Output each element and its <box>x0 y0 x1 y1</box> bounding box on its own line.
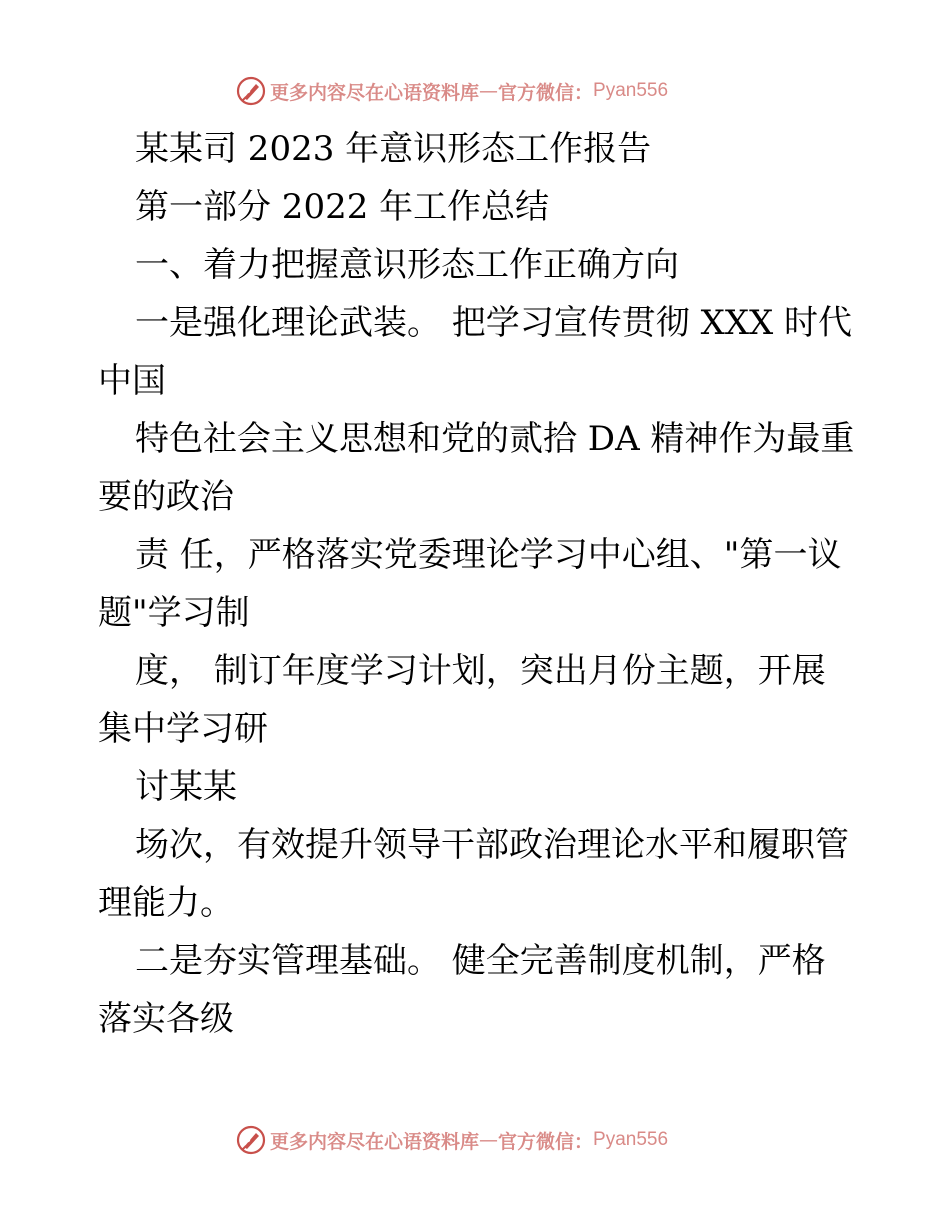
paragraph-line: 落实各级 <box>98 999 234 1039</box>
document-body <box>98 120 858 1048</box>
paragraph-line: 集中学习研 <box>98 709 268 749</box>
watermark-promo-text: 更多内容尽在心语资料库 <box>270 1130 480 1153</box>
watermark-wechat-id: Pyan556 <box>593 80 669 101</box>
section-heading: 第一部分 2022 年工作总结 <box>135 187 550 227</box>
watermark-wechat-label: 官方微信： <box>498 1130 594 1153</box>
watermark-wechat-label: 官方微信： <box>498 81 594 104</box>
paragraph-line: 中国 <box>98 361 166 401</box>
quill-logo-icon <box>236 1125 266 1155</box>
watermark-wechat-id: Pyan556 <box>593 1129 669 1150</box>
paragraph-line: 二是夯实管理基础。 健全完善制度机制，严格 <box>135 941 826 981</box>
watermark-separator: — <box>479 80 499 102</box>
paragraph-line: 讨某某 <box>135 767 237 807</box>
quill-logo-icon <box>236 76 266 106</box>
paragraph-line: 场次，有效提升领导干部政治理论水平和履职管 <box>135 825 849 865</box>
document-title: 某某司 2023 年意识形态工作报告 <box>135 129 652 169</box>
watermark-separator: — <box>479 1129 499 1151</box>
paragraph-line: 要的政治 <box>98 477 234 517</box>
paragraph-line: 一是强化理论武装。 把学习宣传贯彻 XXX 时代 <box>135 303 853 343</box>
header-watermark <box>236 73 716 109</box>
watermark-promo-text: 更多内容尽在心语资料库 <box>270 81 480 104</box>
footer-watermark <box>236 1122 716 1158</box>
paragraph-line: 度， 制订年度学习计划，突出月份主题，开展 <box>135 651 826 691</box>
paragraph-line: 责 任，严格落实党委理论学习中心组、"第一议 <box>135 535 842 575</box>
paragraph-line: 特色社会主义思想和党的贰拾 DA 精神作为最重 <box>135 419 855 459</box>
subsection-heading: 一、着力把握意识形态工作正确方向 <box>135 245 679 285</box>
paragraph-line: 理能力。 <box>98 883 234 923</box>
paragraph-line: 题"学习制 <box>98 593 250 633</box>
